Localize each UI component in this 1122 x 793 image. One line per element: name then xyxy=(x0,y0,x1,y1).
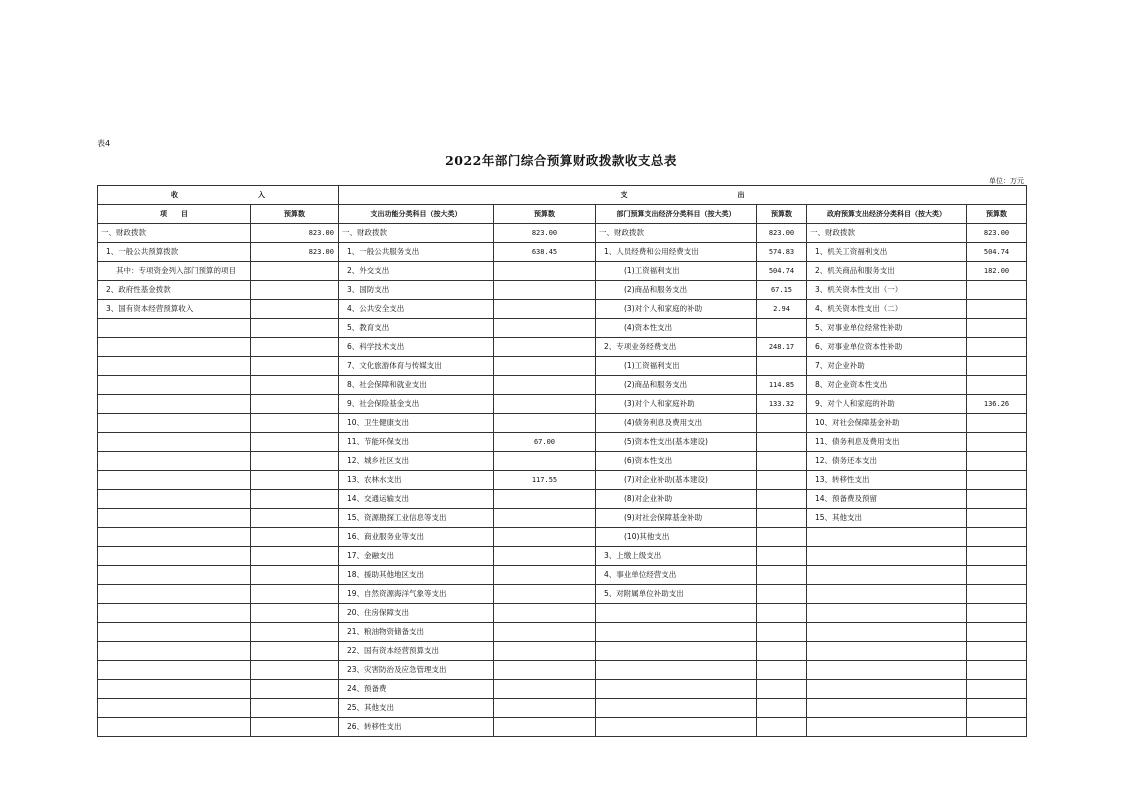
table-cell xyxy=(967,433,1027,452)
table-cell xyxy=(967,623,1027,642)
table-cell xyxy=(494,357,596,376)
table-row xyxy=(98,566,1027,585)
table-cell: 823.00 xyxy=(251,224,339,243)
table-cell xyxy=(494,452,596,471)
table-cell xyxy=(251,395,339,414)
table-cell: 26、转移性支出 xyxy=(339,718,494,737)
table-row xyxy=(98,300,1027,319)
table-cell: 25、其他支出 xyxy=(339,699,494,718)
table-cell xyxy=(596,623,757,642)
table-row xyxy=(98,642,1027,661)
table-cell xyxy=(757,661,807,680)
table-cell xyxy=(757,718,807,737)
table-cell: 67.00 xyxy=(494,433,596,452)
table-cell xyxy=(98,642,251,661)
table-cell: 9、社会保险基金支出 xyxy=(339,395,494,414)
table-cell: 16、商业服务业等支出 xyxy=(339,528,494,547)
table-cell: 4、公共安全支出 xyxy=(339,300,494,319)
table-row xyxy=(98,604,1027,623)
table-cell: 823.00 xyxy=(494,224,596,243)
table-cell xyxy=(967,490,1027,509)
table-cell xyxy=(251,376,339,395)
table-cell xyxy=(757,642,807,661)
unit-label: 单位：万元 xyxy=(989,177,1024,185)
table-cell xyxy=(967,528,1027,547)
table-cell xyxy=(251,452,339,471)
table-cell xyxy=(494,490,596,509)
table-cell: 182.00 xyxy=(967,262,1027,281)
table-cell xyxy=(98,661,251,680)
table-cell xyxy=(967,509,1027,528)
table-cell xyxy=(251,604,339,623)
table-cell: 11、债务利息及费用支出 xyxy=(807,433,967,452)
table-cell xyxy=(251,585,339,604)
table-cell: 9、对个人和家庭的补助 xyxy=(807,395,967,414)
table-cell xyxy=(98,604,251,623)
table-cell: 4、事业单位经营支出 xyxy=(596,566,757,585)
table-cell: 14、预备费及预留 xyxy=(807,490,967,509)
table-cell: 2、外交支出 xyxy=(339,262,494,281)
table-cell xyxy=(98,623,251,642)
table-cell: 3、国有资本经营预算收入 xyxy=(98,300,251,319)
table-cell: 12、债务还本支出 xyxy=(807,452,967,471)
table-cell: 8、社会保障和就业支出 xyxy=(339,376,494,395)
table-cell: (6)资本性支出 xyxy=(596,452,757,471)
table-cell: (10)其他支出 xyxy=(596,528,757,547)
table-cell xyxy=(251,718,339,737)
table-cell xyxy=(967,357,1027,376)
table-cell xyxy=(251,642,339,661)
table-cell: (8)对企业补助 xyxy=(596,490,757,509)
table-row xyxy=(98,357,1027,376)
table-cell xyxy=(494,262,596,281)
table-cell: 2、机关商品和服务支出 xyxy=(807,262,967,281)
table-row xyxy=(98,623,1027,642)
table-cell xyxy=(807,680,967,699)
table-cell xyxy=(494,566,596,585)
table-cell xyxy=(494,338,596,357)
table-cell: 3、上缴上级支出 xyxy=(596,547,757,566)
table-cell: 6、对事业单位资本性补助 xyxy=(807,338,967,357)
table-cell xyxy=(967,566,1027,585)
table-row xyxy=(98,338,1027,357)
table-cell: 8、对企业资本性支出 xyxy=(807,376,967,395)
table-cell: 6、科学技术支出 xyxy=(339,338,494,357)
table-cell xyxy=(494,395,596,414)
table-cell xyxy=(967,661,1027,680)
table-cell: 114.85 xyxy=(757,376,807,395)
table-cell xyxy=(251,300,339,319)
table-cell xyxy=(757,680,807,699)
table-cell xyxy=(494,547,596,566)
income-section-header xyxy=(98,186,339,205)
table-cell xyxy=(757,623,807,642)
table-row xyxy=(98,224,1027,243)
table-cell xyxy=(98,528,251,547)
table-cell xyxy=(807,566,967,585)
table-cell: 248.17 xyxy=(757,338,807,357)
table-cell xyxy=(251,357,339,376)
table-row xyxy=(98,319,1027,338)
column-header: 部门预算支出经济分类科目（按大类） xyxy=(596,205,757,224)
table-cell: 1、一般公共服务支出 xyxy=(339,243,494,262)
table-cell xyxy=(596,642,757,661)
table-cell: 18、援助其他地区支出 xyxy=(339,566,494,585)
table-cell xyxy=(807,585,967,604)
table-cell xyxy=(98,395,251,414)
table-cell xyxy=(967,642,1027,661)
table-cell xyxy=(251,566,339,585)
table-cell xyxy=(596,699,757,718)
table-row xyxy=(98,585,1027,604)
expense-section-header xyxy=(339,186,1027,205)
table-cell xyxy=(98,338,251,357)
table-cell xyxy=(251,338,339,357)
table-cell: 3、机关资本性支出（一） xyxy=(807,281,967,300)
table-cell xyxy=(494,300,596,319)
table-cell: 23、灾害防治及应急管理支出 xyxy=(339,661,494,680)
table-cell: 19、自然资源海洋气象等支出 xyxy=(339,585,494,604)
table-label: 表4 xyxy=(97,139,111,148)
table-cell xyxy=(251,699,339,718)
table-cell: 504.74 xyxy=(967,243,1027,262)
table-cell xyxy=(251,528,339,547)
table-cell xyxy=(251,281,339,300)
table-cell xyxy=(807,718,967,737)
table-cell xyxy=(596,604,757,623)
table-cell xyxy=(967,300,1027,319)
table-cell: 823.00 xyxy=(757,224,807,243)
table-cell: (1)工资福利支出 xyxy=(596,357,757,376)
table-row xyxy=(98,243,1027,262)
table-cell: (2)商品和服务支出 xyxy=(596,281,757,300)
table-cell xyxy=(807,547,967,566)
table-cell: 823.00 xyxy=(251,243,339,262)
table-cell xyxy=(757,566,807,585)
table-cell: 2、专项业务经费支出 xyxy=(596,338,757,357)
table-row xyxy=(98,547,1027,566)
table-cell xyxy=(494,699,596,718)
table-cell xyxy=(494,642,596,661)
budget-table xyxy=(97,185,1027,737)
table-cell xyxy=(967,319,1027,338)
table-cell xyxy=(596,680,757,699)
table-cell: 一、财政拨款 xyxy=(596,224,757,243)
table-cell xyxy=(967,471,1027,490)
table-cell: 3、国防支出 xyxy=(339,281,494,300)
table-cell xyxy=(98,490,251,509)
table-cell xyxy=(596,661,757,680)
table-row xyxy=(98,433,1027,452)
table-cell: 20、住房保障支出 xyxy=(339,604,494,623)
table-cell xyxy=(757,433,807,452)
table-cell xyxy=(757,699,807,718)
income-char-2: 入 xyxy=(258,191,265,199)
table-cell xyxy=(98,566,251,585)
section-header-row xyxy=(98,186,1027,205)
table-cell: 504.74 xyxy=(757,262,807,281)
table-cell xyxy=(757,452,807,471)
table-cell xyxy=(251,414,339,433)
table-body xyxy=(98,224,1027,737)
table-row xyxy=(98,509,1027,528)
column-header: 预算数 xyxy=(251,205,339,224)
table-cell xyxy=(98,319,251,338)
table-cell xyxy=(251,490,339,509)
table-cell xyxy=(251,547,339,566)
table-cell: 4、机关资本性支出（二） xyxy=(807,300,967,319)
table-cell xyxy=(494,376,596,395)
table-row xyxy=(98,680,1027,699)
table-cell xyxy=(757,357,807,376)
table-cell xyxy=(807,528,967,547)
table-cell xyxy=(967,452,1027,471)
table-cell xyxy=(807,642,967,661)
table-cell: 一、财政拨款 xyxy=(98,224,251,243)
table-cell: 823.00 xyxy=(967,224,1027,243)
table-cell: 22、国有资本经营预算支出 xyxy=(339,642,494,661)
column-header-row xyxy=(98,205,1027,224)
column-header: 预算数 xyxy=(757,205,807,224)
table-cell: 136.26 xyxy=(967,395,1027,414)
table-cell: 1、人员经费和公用经费支出 xyxy=(596,243,757,262)
table-row xyxy=(98,452,1027,471)
table-cell: (9)对社会保障基金补助 xyxy=(596,509,757,528)
table-cell: 2.94 xyxy=(757,300,807,319)
column-header: 预算数 xyxy=(494,205,596,224)
table-row xyxy=(98,528,1027,547)
table-cell: 574.83 xyxy=(757,243,807,262)
table-cell xyxy=(757,490,807,509)
table-cell xyxy=(807,604,967,623)
table-cell: 其中：专项资金列入部门预算的项目 xyxy=(98,262,251,281)
table-cell: 10、卫生健康支出 xyxy=(339,414,494,433)
table-cell xyxy=(757,547,807,566)
table-cell xyxy=(757,509,807,528)
table-cell xyxy=(494,604,596,623)
table-cell xyxy=(757,414,807,433)
table-row xyxy=(98,376,1027,395)
table-cell: 一、财政拨款 xyxy=(339,224,494,243)
table-cell xyxy=(494,414,596,433)
table-cell: (4)资本性支出 xyxy=(596,319,757,338)
table-cell xyxy=(494,281,596,300)
column-header: 预算数 xyxy=(967,205,1027,224)
table-cell: 117.55 xyxy=(494,471,596,490)
table-row xyxy=(98,471,1027,490)
table-cell xyxy=(967,680,1027,699)
table-cell xyxy=(967,699,1027,718)
table-cell: 1、一般公共预算拨款 xyxy=(98,243,251,262)
table-cell: (1)工资福利支出 xyxy=(596,262,757,281)
table-row xyxy=(98,262,1027,281)
table-row xyxy=(98,281,1027,300)
table-cell xyxy=(98,471,251,490)
table-cell: 15、资源勘探工业信息等支出 xyxy=(339,509,494,528)
table-cell xyxy=(757,528,807,547)
table-cell: 7、文化旅游体育与传媒支出 xyxy=(339,357,494,376)
table-cell xyxy=(98,509,251,528)
table-cell xyxy=(98,699,251,718)
table-cell xyxy=(807,623,967,642)
table-cell xyxy=(98,376,251,395)
table-cell xyxy=(494,718,596,737)
table-cell xyxy=(251,661,339,680)
expense-char-2: 出 xyxy=(737,191,745,199)
table-cell xyxy=(757,585,807,604)
table-cell xyxy=(757,471,807,490)
table-cell xyxy=(98,718,251,737)
table-row xyxy=(98,661,1027,680)
table-cell: 10、对社会保障基金补助 xyxy=(807,414,967,433)
table-cell: (2)商品和服务支出 xyxy=(596,376,757,395)
table-row xyxy=(98,395,1027,414)
table-cell xyxy=(494,509,596,528)
table-cell: (3)对个人和家庭的补助 xyxy=(596,300,757,319)
table-cell xyxy=(98,680,251,699)
table-cell: 14、交通运输支出 xyxy=(339,490,494,509)
table-cell xyxy=(494,661,596,680)
table-cell xyxy=(807,661,967,680)
table-cell: 12、城乡社区支出 xyxy=(339,452,494,471)
table-cell xyxy=(98,414,251,433)
table-cell: 5、教育支出 xyxy=(339,319,494,338)
column-header: 支出功能分类科目（按大类） xyxy=(339,205,494,224)
table-cell: 11、节能环保支出 xyxy=(339,433,494,452)
table-cell xyxy=(967,376,1027,395)
table-cell xyxy=(494,585,596,604)
table-cell xyxy=(251,680,339,699)
table-cell xyxy=(967,547,1027,566)
table-cell: 13、转移性支出 xyxy=(807,471,967,490)
table-row xyxy=(98,414,1027,433)
column-header: 项 目 xyxy=(98,205,251,224)
table-cell: 7、对企业补助 xyxy=(807,357,967,376)
table-cell xyxy=(494,319,596,338)
table-cell xyxy=(967,585,1027,604)
page-title: 2022年部门综合预算财政拨款收支总表 xyxy=(445,153,677,168)
table-row xyxy=(98,490,1027,509)
table-row xyxy=(98,699,1027,718)
table-cell xyxy=(98,433,251,452)
table-cell: 133.32 xyxy=(757,395,807,414)
table-cell xyxy=(251,509,339,528)
table-cell xyxy=(251,623,339,642)
table-cell xyxy=(494,680,596,699)
column-header: 政府预算支出经济分类科目（按大类） xyxy=(807,205,967,224)
table-cell xyxy=(807,699,967,718)
table-cell: (5)资本性支出(基本建设) xyxy=(596,433,757,452)
table-cell xyxy=(98,357,251,376)
table-cell: 67.15 xyxy=(757,281,807,300)
table-cell: 13、农林水支出 xyxy=(339,471,494,490)
table-cell: 15、其他支出 xyxy=(807,509,967,528)
table-cell: 1、机关工资福利支出 xyxy=(807,243,967,262)
table-cell: 17、金融支出 xyxy=(339,547,494,566)
income-char-1: 收 xyxy=(171,191,178,199)
table-cell xyxy=(967,604,1027,623)
table-cell xyxy=(596,718,757,737)
table-row xyxy=(98,718,1027,737)
table-cell xyxy=(757,319,807,338)
table-cell: 638.45 xyxy=(494,243,596,262)
table-cell: (7)对企业补助(基本建设) xyxy=(596,471,757,490)
table-cell: 2、政府性基金拨款 xyxy=(98,281,251,300)
table-cell xyxy=(967,718,1027,737)
table-cell xyxy=(494,623,596,642)
table-cell: (4)债务利息及费用支出 xyxy=(596,414,757,433)
table-cell xyxy=(98,547,251,566)
table-cell xyxy=(251,262,339,281)
table-cell xyxy=(98,452,251,471)
table-cell xyxy=(967,338,1027,357)
table-cell xyxy=(251,319,339,338)
table-cell: 5、对事业单位经常性补助 xyxy=(807,319,967,338)
table-cell xyxy=(251,471,339,490)
table-cell: 21、粮油物资储备支出 xyxy=(339,623,494,642)
table-cell xyxy=(967,281,1027,300)
table-cell: 一、财政拨款 xyxy=(807,224,967,243)
table-cell xyxy=(757,604,807,623)
table-cell xyxy=(251,433,339,452)
table-cell xyxy=(494,528,596,547)
table-cell: (3)对个人和家庭补助 xyxy=(596,395,757,414)
table-cell: 24、预备费 xyxy=(339,680,494,699)
expense-char-1: 支 xyxy=(620,191,628,199)
table-cell xyxy=(98,585,251,604)
table-cell xyxy=(967,414,1027,433)
table-cell: 5、对附属单位补助支出 xyxy=(596,585,757,604)
